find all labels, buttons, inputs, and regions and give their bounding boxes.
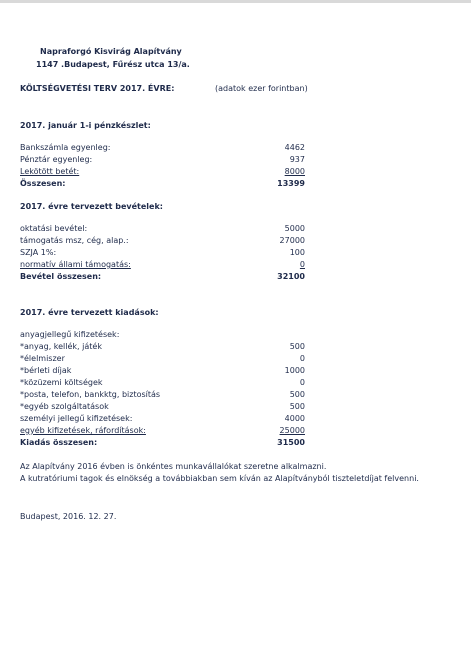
opening-total-label: Összesen: <box>20 179 66 188</box>
org-name: Napraforgó Kisvirág Alapítvány <box>40 47 182 56</box>
income-total-label: Bevétel összesen: <box>20 272 102 281</box>
expense-row-value: 25000 <box>279 426 305 435</box>
income-heading: 2017. évre tervezett bevételek: <box>20 202 163 211</box>
income-row-label: támogatás msz, cég, alap.: <box>20 236 129 245</box>
opening-row-label: Pénztár egyenleg: <box>20 155 93 164</box>
expense-row-label: *posta, telefon, bankktg, biztosítás <box>20 390 161 399</box>
income-total-value: 32100 <box>277 272 305 281</box>
expense-row-value: 0 <box>299 354 305 363</box>
income-row-value: 5000 <box>284 224 305 233</box>
opening-total-value: 13399 <box>277 179 305 188</box>
expense-row-label: *bérleti díjak <box>20 366 72 375</box>
income-row-value: 100 <box>289 248 305 257</box>
income-row-value: 27000 <box>279 236 305 245</box>
org-address: 1147 .Budapest, Fűrész utca 13/a. <box>36 60 190 69</box>
note-line: Az Alapítvány 2016 évben is önkéntes munkavállalókat szeretne alkalmazni. <box>20 462 327 471</box>
income-row-value: 0 <box>299 260 305 269</box>
expense-row-label: személyi jellegű kifizetések: <box>20 414 133 423</box>
expense-row-label: egyéb kifizetések, ráfordítások: <box>20 426 146 435</box>
opening-heading: 2017. január 1-i pénzkészlet: <box>20 121 151 130</box>
expense-row-value: 500 <box>289 342 305 351</box>
opening-row-label: Lekötött betét: <box>20 167 80 176</box>
note-line: A kutratóriumi tagok és elnökség a továbbiakban sem kíván az Alapítványból tiszteletdíjat felvenni. <box>20 474 419 483</box>
expenses-total-label: Kiadás összesen: <box>20 438 98 447</box>
plan-title: KÖLTSÉGVETÉSI TERV 2017. ÉVRE: <box>20 84 175 93</box>
place-date: Budapest, 2016. 12. 27. <box>20 512 117 521</box>
expense-row-value: 500 <box>289 402 305 411</box>
opening-row-value: 8000 <box>284 167 305 176</box>
expense-row-value: 0 <box>299 378 305 387</box>
expense-row-value: 500 <box>289 390 305 399</box>
expense-row-value: 1000 <box>284 366 305 375</box>
scan-edge <box>0 0 471 3</box>
expenses-heading: 2017. évre tervezett kiadások: <box>20 308 159 317</box>
expense-row-label: *élelmiszer <box>20 354 65 363</box>
income-row-label: oktatási bevétel: <box>20 224 88 233</box>
material-heading: anyagjellegű kifizetések: <box>20 330 120 339</box>
expenses-total-value: 31500 <box>277 438 305 447</box>
opening-row-value: 4462 <box>284 143 305 152</box>
income-row-label: SZJA 1%: <box>20 248 57 257</box>
opening-row-value: 937 <box>289 155 305 164</box>
expense-row-label: *anyag, kellék, játék <box>20 342 102 351</box>
expense-row-label: *közüzemi költségek <box>20 378 103 387</box>
expense-row-label: *egyéb szolgáltatások <box>20 402 109 411</box>
income-row-label: normatív állami támogatás: <box>20 260 131 269</box>
expense-row-value: 4000 <box>284 414 305 423</box>
opening-row-label: Bankszámla egyenleg: <box>20 143 111 152</box>
unit-note: (adatok ezer forintban) <box>215 84 308 93</box>
